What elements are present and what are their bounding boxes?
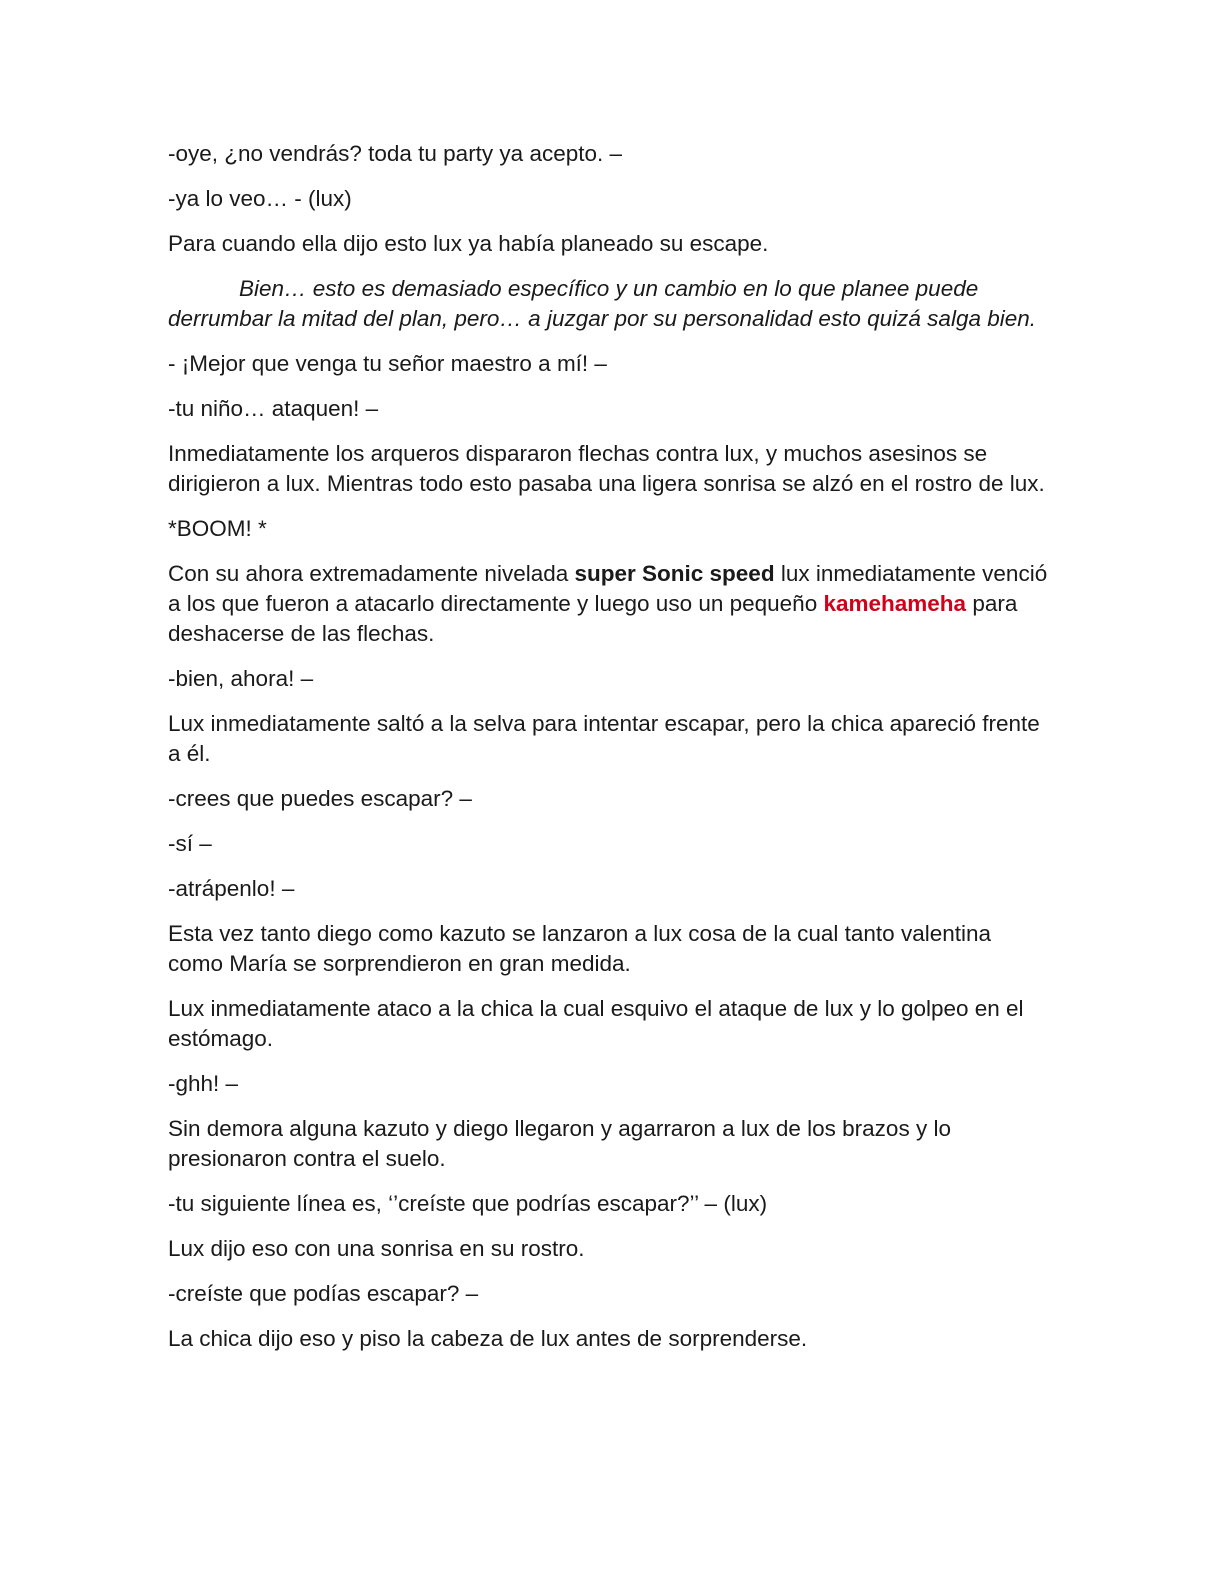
dialogue-line: -tu siguiente línea es, ‘’creíste que podrías escapar?’’ – (lux) <box>168 1191 768 1216</box>
narration-paragraph: Lux inmediatamente ataco a la chica la cual esquivo el ataque de lux y lo golpeo en el estómago. <box>168 996 1024 1051</box>
dialogue-line: -creíste que podías escapar? – <box>168 1281 479 1306</box>
dialogue-line: -crees que puedes escapar? – <box>168 786 472 811</box>
speed-paragraph <box>168 559 1048 649</box>
narration-paragraph: Sin demora alguna kazuto y diego llegaron y agarraron a lux de los brazos y lo presionaron contra el suelo. <box>168 1116 951 1171</box>
narration-paragraph: Esta vez tanto diego como kazuto se lanzaron a lux cosa de la cual tanto valentina como María se sorprendieron en gran medida. <box>168 921 992 976</box>
dialogue-line: -atrápenlo! – <box>168 876 295 901</box>
kamehameha-highlight: kamehameha <box>823 591 967 616</box>
super-sonic-speed-highlight: super Sonic speed <box>574 561 775 586</box>
dialogue-line: -sí – <box>168 831 212 856</box>
narration-paragraph: Inmediatamente los arqueros dispararon flechas contra lux, y muchos asesinos se dirigieron a lux. Mientras todo esto pasaba una ligera sonrisa se alzó en el rostro de lux. <box>168 441 1045 496</box>
narration-paragraph: Lux dijo eso con una sonrisa en su rostro. <box>168 1236 585 1261</box>
speed-paragraph-text: Con su ahora extremadamente nivelada <box>168 561 575 586</box>
dialogue-line: -ghh! – <box>168 1071 239 1096</box>
dialogue-line: -oye, ¿no vendrás? toda tu party ya acepto. – <box>168 141 623 166</box>
dialogue-line: -ya lo veo… - (lux) <box>168 186 352 211</box>
dialogue-line: -bien, ahora! – <box>168 666 314 691</box>
narration-paragraph: Lux inmediatamente saltó a la selva para intentar escapar, pero la chica apareció frente a él. <box>168 711 1040 766</box>
narration-paragraph: Para cuando ella dijo esto lux ya había planeado su escape. <box>168 231 769 256</box>
thought-paragraph: Bien… esto es demasiado específico y un cambio en lo que planee puede derrumbar la mitad del plan, pero… a juzgar por su personalidad esto quizá salga bien. <box>168 276 1037 331</box>
dialogue-line: -tu niño… ataquen! – <box>168 396 379 421</box>
speed-paragraph-text: para deshacerse de las flechas. <box>168 591 1018 646</box>
narration-paragraph: La chica dijo eso y piso la cabeza de lux antes de sorprenderse. <box>168 1326 808 1351</box>
document-body <box>168 139 1048 1369</box>
sound-effect-line: *BOOM! * <box>168 516 267 541</box>
dialogue-line: - ¡Mejor que venga tu señor maestro a mí! – <box>168 351 607 376</box>
speed-paragraph-text: lux inmediatamente venció a los que fueron a atacarlo directamente y luego uso un pequeño <box>168 561 1048 616</box>
